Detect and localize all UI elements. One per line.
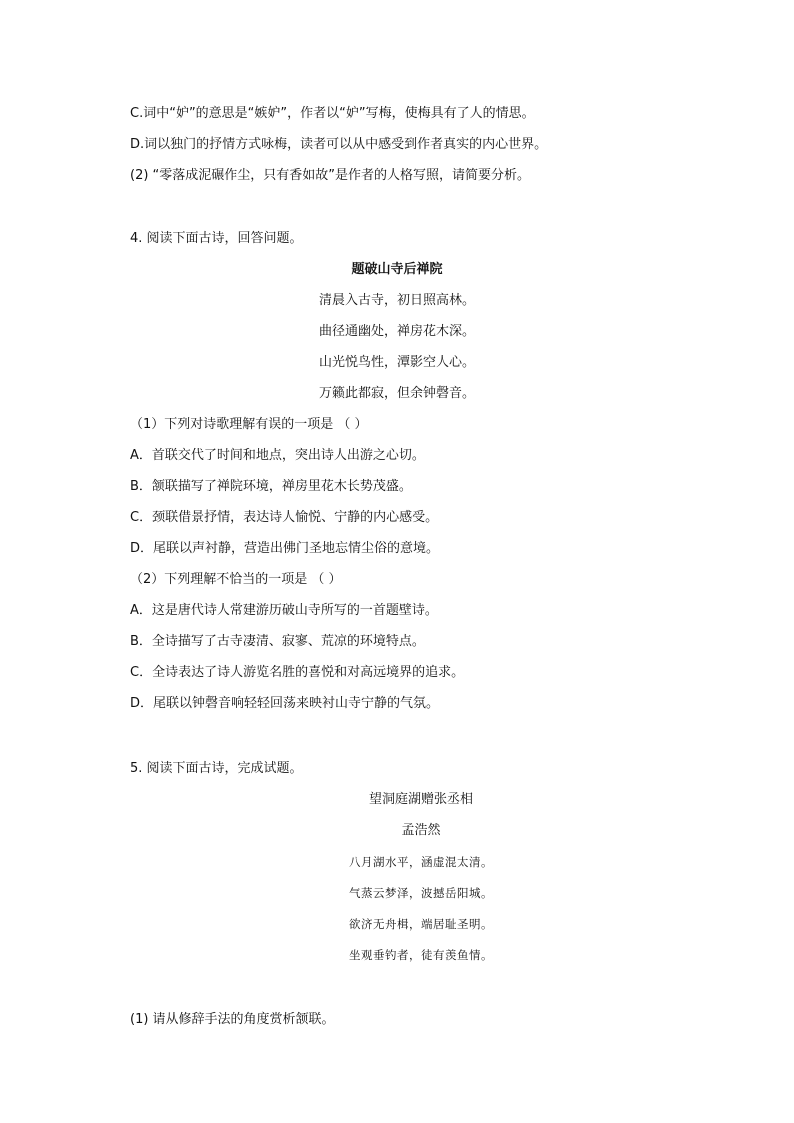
q4-sub1-option-a: A．首联交代了时间和地点，突出诗人出游之心切。 [130,448,425,463]
q3-option-c: C.词中“妒”的意思是“嫉妒”，作者以“妒”写梅，使梅具有了人的情思。 [130,106,535,121]
q5-prompt: 5. 阅读下面古诗，完成试题。 [130,761,303,776]
q3-sub-question-2: (2) “零落成泥碾作尘，只有香如故”是作者的人格写照，请简要分析。 [130,168,531,183]
q5-poem-line-3: 欲济无舟楫，端居耻圣明。 [349,917,493,931]
q4-prompt: 4. 阅读下面古诗，回答问题。 [130,231,303,246]
q4-sub1-option-c: C．颈联借景抒情，表达诗人愉悦、宁静的内心感受。 [130,510,439,525]
q4-sub2-option-a: A．这是唐代诗人常建游历破山寺所写的一首题壁诗。 [130,603,438,618]
q4-poem-line-4: 万籁此都寂，但余钟磬音。 [318,386,475,401]
q4-sub1-option-b: B．颔联描写了禅院环境，禅房里花木长势茂盛。 [130,479,412,494]
q5-poem-title: 望洞庭湖赠张丞相 [368,792,473,807]
q4-sub2-option-c: C．全诗表达了诗人游览名胜的喜悦和对高远境界的追求。 [130,665,465,680]
q5-sub-question-1: (1) 请从修辞手法的角度赏析颔联。 [130,1012,335,1027]
q4-sub1-stem: （1）下列对诗歌理解有误的一项是 （ ） [130,417,368,432]
q3-option-d: D.词以独门的抒情方式咏梅，读者可以从中感受到作者真实的内心世界。 [130,137,548,152]
q5-poem-line-2: 气蒸云梦泽，波撼岳阳城。 [349,886,493,900]
q4-poem-line-3: 山光悦鸟性，潭影空人心。 [318,355,475,370]
q5-poem-line-4: 坐观垂钓者，徒有羡鱼情。 [349,948,493,962]
q5-poem-author: 孟浩然 [401,823,441,838]
q4-sub1-option-d: D．尾联以声衬静，营造出佛门圣地忘情尘俗的意境。 [130,541,440,556]
q4-poem-line-1: 清晨入古寺，初日照高林。 [318,293,475,308]
q4-sub2-option-b: B．全诗描写了古寺凄清、寂寥、荒凉的环境特点。 [130,634,425,649]
q4-poem-line-2: 曲径通幽处，禅房花木深。 [318,324,475,339]
q4-sub2-stem: （2）下列理解不恰当的一项是 （ ） [130,572,342,587]
q5-poem-line-1: 八月湖水平，涵虚混太清。 [349,855,493,869]
q4-poem-title: 题破山寺后禅院 [351,262,443,277]
q4-sub2-option-d: D．尾联以钟磬音响轻轻回荡来映衬山寺宁静的气氛。 [130,696,440,711]
